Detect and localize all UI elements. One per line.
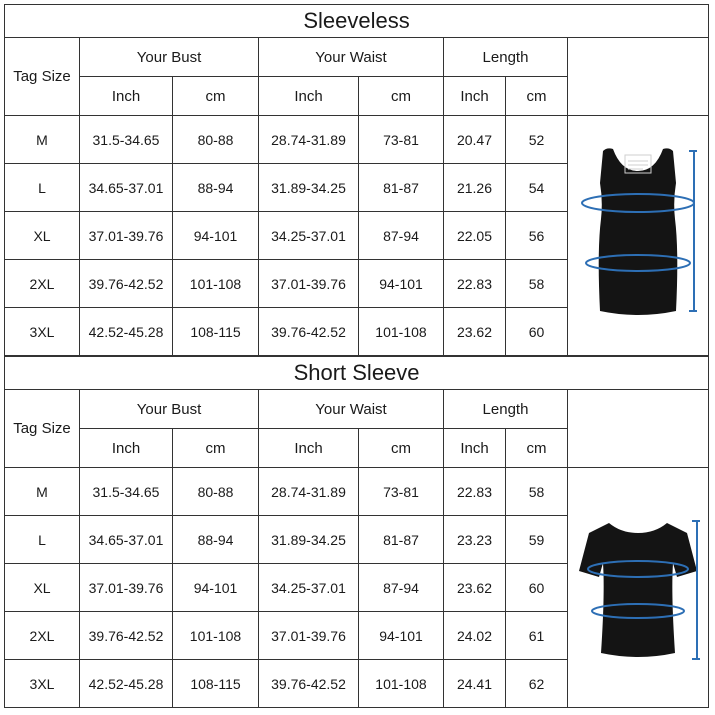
waist-cm-cell: 81-87 (359, 516, 444, 564)
length-inch-cell: 21.26 (444, 164, 506, 212)
short-sleeve-garment-image (568, 468, 709, 708)
length-cm-cell: 60 (506, 308, 568, 356)
unit-inch-header: Inch (80, 77, 173, 116)
size-cell: 3XL (5, 308, 80, 356)
waist-cm-cell: 73-81 (359, 116, 444, 164)
unit-cm-header: cm (359, 429, 444, 468)
table-title: Sleeveless (5, 5, 709, 38)
table-title: Short Sleeve (5, 357, 709, 390)
bust-inch-cell: 34.65-37.01 (80, 516, 173, 564)
bust-header: Your Bust (80, 390, 259, 429)
bust-cm-cell: 80-88 (173, 116, 259, 164)
table-row (5, 116, 709, 164)
shirt-body (579, 523, 697, 657)
unit-inch-header: Inch (80, 429, 173, 468)
size-cell: XL (5, 564, 80, 612)
length-cm-cell: 60 (506, 564, 568, 612)
bust-inch-cell: 31.5-34.65 (80, 116, 173, 164)
bust-inch-cell: 39.76-42.52 (80, 612, 173, 660)
length-inch-cell: 23.23 (444, 516, 506, 564)
bust-inch-cell: 37.01-39.76 (80, 212, 173, 260)
bust-cm-cell: 88-94 (173, 164, 259, 212)
length-inch-cell: 22.83 (444, 260, 506, 308)
waist-header: Your Waist (259, 38, 444, 77)
waist-inch-cell: 34.25-37.01 (259, 212, 359, 260)
unit-cm-header: cm (506, 429, 568, 468)
bust-inch-cell: 42.52-45.28 (80, 308, 173, 356)
unit-cm-header: cm (359, 77, 444, 116)
size-cell: XL (5, 212, 80, 260)
unit-inch-header: Inch (444, 77, 506, 116)
waist-inch-cell: 37.01-39.76 (259, 260, 359, 308)
table-row (5, 468, 709, 516)
waist-inch-cell: 34.25-37.01 (259, 564, 359, 612)
waist-inch-cell: 28.74-31.89 (259, 468, 359, 516)
bust-inch-cell: 31.5-34.65 (80, 468, 173, 516)
bust-inch-cell: 39.76-42.52 (80, 260, 173, 308)
waist-inch-cell: 28.74-31.89 (259, 116, 359, 164)
length-inch-cell: 23.62 (444, 564, 506, 612)
bust-header: Your Bust (80, 38, 259, 77)
waist-cm-cell: 94-101 (359, 260, 444, 308)
bust-inch-cell: 37.01-39.76 (80, 564, 173, 612)
tank-top-icon (573, 141, 703, 331)
bust-cm-cell: 88-94 (173, 516, 259, 564)
length-inch-cell: 22.83 (444, 468, 506, 516)
waist-cm-cell: 101-108 (359, 660, 444, 708)
tag-size-header: Tag Size (5, 38, 80, 116)
length-inch-cell: 24.41 (444, 660, 506, 708)
unit-inch-header: Inch (444, 429, 506, 468)
sleeveless-garment-image (568, 116, 709, 356)
length-cm-cell: 54 (506, 164, 568, 212)
waist-cm-cell: 81-87 (359, 164, 444, 212)
unit-inch-header: Inch (259, 77, 359, 116)
tag-size-header: Tag Size (5, 390, 80, 468)
bust-cm-cell: 80-88 (173, 468, 259, 516)
blank-header-cell (568, 390, 709, 468)
length-cm-cell: 61 (506, 612, 568, 660)
waist-inch-cell: 31.89-34.25 (259, 164, 359, 212)
length-cm-cell: 52 (506, 116, 568, 164)
waist-cm-cell: 101-108 (359, 308, 444, 356)
unit-cm-header: cm (173, 77, 259, 116)
size-cell: 3XL (5, 660, 80, 708)
short-sleeve-shirt-icon (573, 513, 703, 663)
waist-cm-cell: 87-94 (359, 564, 444, 612)
size-cell: M (5, 468, 80, 516)
blank-header-cell (568, 38, 709, 116)
size-cell: 2XL (5, 260, 80, 308)
size-cell: M (5, 116, 80, 164)
length-cm-cell: 58 (506, 260, 568, 308)
waist-inch-cell: 31.89-34.25 (259, 516, 359, 564)
length-header: Length (444, 38, 568, 77)
waist-inch-cell: 39.76-42.52 (259, 308, 359, 356)
unit-cm-header: cm (506, 77, 568, 116)
length-inch-cell: 24.02 (444, 612, 506, 660)
waist-cm-cell: 87-94 (359, 212, 444, 260)
bust-inch-cell: 42.52-45.28 (80, 660, 173, 708)
length-header: Length (444, 390, 568, 429)
length-inch-cell: 23.62 (444, 308, 506, 356)
bust-cm-cell: 108-115 (173, 660, 259, 708)
bust-cm-cell: 94-101 (173, 564, 259, 612)
sleeveless-size-table (4, 4, 709, 356)
unit-cm-header: cm (173, 429, 259, 468)
length-cm-cell: 59 (506, 516, 568, 564)
length-cm-cell: 58 (506, 468, 568, 516)
unit-inch-header: Inch (259, 429, 359, 468)
bust-cm-cell: 94-101 (173, 212, 259, 260)
bust-inch-cell: 34.65-37.01 (80, 164, 173, 212)
waist-cm-cell: 73-81 (359, 468, 444, 516)
bust-cm-cell: 101-108 (173, 612, 259, 660)
bust-cm-cell: 108-115 (173, 308, 259, 356)
length-cm-cell: 62 (506, 660, 568, 708)
waist-inch-cell: 39.76-42.52 (259, 660, 359, 708)
length-cm-cell: 56 (506, 212, 568, 260)
size-cell: L (5, 164, 80, 212)
length-inch-cell: 22.05 (444, 212, 506, 260)
size-cell: L (5, 516, 80, 564)
length-inch-cell: 20.47 (444, 116, 506, 164)
waist-inch-cell: 37.01-39.76 (259, 612, 359, 660)
size-cell: 2XL (5, 612, 80, 660)
waist-cm-cell: 94-101 (359, 612, 444, 660)
short-sleeve-size-table (4, 356, 709, 708)
bust-cm-cell: 101-108 (173, 260, 259, 308)
waist-header: Your Waist (259, 390, 444, 429)
